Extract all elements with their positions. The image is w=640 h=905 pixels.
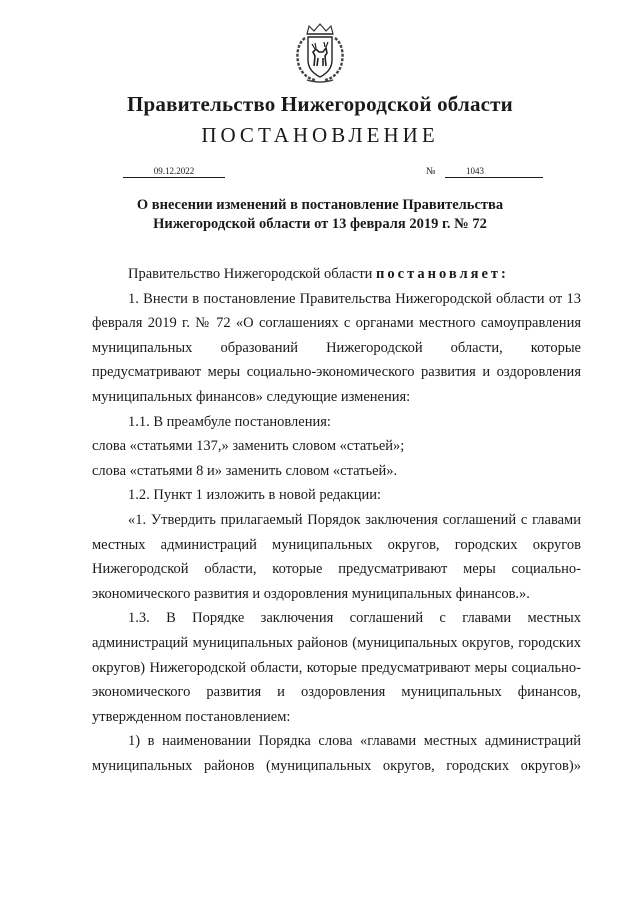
paragraph-1-1-b: слова «статьями 8 и» заменить словом «статьей». (92, 462, 398, 479)
number-label: № (426, 166, 436, 177)
paragraph-1-2-text: «1. Утвердить прилагаемый Порядок заключения соглашений с главами местных администраций муниципальных округов, городских округов Нижегородской области, которые предусматривают меры социально-экономического развития и оздоровления муниципальных финансов.». (92, 511, 581, 602)
paragraph-1-1-a: слова «статьями 137,» заменить словом «статьей»; (92, 438, 405, 455)
intro-verb: постановляет: (376, 266, 509, 282)
government-title: Правительство Нижегородской области (127, 92, 513, 116)
document-number-field (445, 165, 543, 178)
document-subject (0, 196, 640, 234)
document-date: 09.12.2022 (123, 165, 225, 178)
paragraph-1-1: 1.1. В преамбуле постановления: (128, 413, 331, 430)
paragraph-1-3-1: 1) в наименовании Порядка слова «главами местных администраций муниципальных районов (муниципальных округов, городских округов)» (92, 733, 581, 774)
paragraph-1: 1. Внести в постановление Правительства Нижегородской области от 13 февраля 2019 г. № 72 «О соглашениях с органами местного самоуправления муниципальных образований Нижегородской области, которые предусматривают меры социально-экономического развития и оздоровления муниципальных финансов» следующие изменения: (92, 290, 581, 405)
document-type: ПОСТАНОВЛЕНИЕ (201, 123, 439, 147)
paragraph-1-3: 1.3. В Порядке заключения соглашений с главами местных администраций муниципальных районов (муниципальных округов, городских округов) Нижегородской области, которые предусматривают меры социально-экономического развития и оздоровления муниципальных финансов, утвержденном постановлением: (92, 610, 581, 725)
paragraph-1-2: 1.2. Пункт 1 изложить в новой редакции: (128, 487, 382, 504)
subject-line-1: О внесении изменений в постановление Правительства (136, 197, 504, 213)
document-number: 1043 (466, 166, 484, 176)
intro-paragraph (92, 262, 581, 287)
subject-line-2: Нижегородской области от 13 февраля 2019 г. № 72 (153, 216, 487, 232)
document-body (92, 262, 581, 778)
coat-of-arms-icon (293, 22, 347, 84)
intro-prefix: Правительство Нижегородской области (128, 266, 373, 282)
